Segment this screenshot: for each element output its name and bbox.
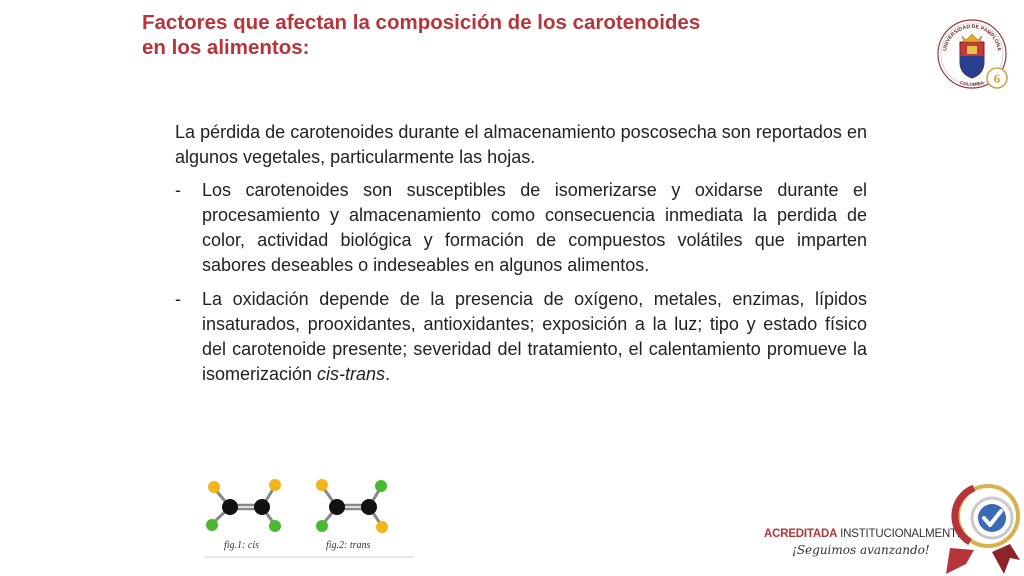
accreditation-rest: INSTITUCIONALMENTE [837,528,965,540]
anniversary-number: 6 [993,71,1001,86]
crest-bottom-text: COLOMBIA [959,79,985,87]
bullet-item-2 [175,287,867,387]
accreditation-label [764,528,965,540]
accreditation-badge-icon [944,478,1022,574]
trans-molecule [316,479,388,533]
slide-title [142,10,782,60]
bullet-text-2: La oxidación depende de la presencia de oxígeno, metales, enzimas, lípidos insaturados, prooxidantes, antioxidantes; exposición a la luz; tipo y estado físico del carotenoide presente; severidad del tratamiento, el calentamiento promueve la isomerización [202,289,867,384]
molecule-figures [204,474,414,558]
slide-body [175,120,867,396]
bullet-text-1: Los carotenoides son susceptibles de isomerizarse y oxidarse durante el procesamiento y almacenamiento como consecuencia inmediata la perdida de color, actividad biológica y formación de compuestos volátiles que imparten sabores deseables o indeseables en algunos alimentos. [202,180,867,275]
fig1-caption: fig.1: cis [224,540,259,551]
svg-text:COLOMBIA [960,80,986,87]
slide-title-line-1: Factores que afectan la composición de los carotenoides [142,11,701,34]
accreditation-bold: ACREDITADA [764,528,838,540]
slide-title-line-2: en los alimentos: [142,36,310,59]
fig2-caption: fig.2: trans [326,540,371,551]
bullet-marker: - [175,289,181,309]
bullet-text-2-end: . [385,364,391,384]
cis-molecule [206,479,281,532]
intro-paragraph: La pérdida de carotenoides durante el almacenamiento poscosecha son reportados en algunos vegetales, particularmente las hojas. [175,122,867,167]
university-crest-logo [934,12,1016,98]
slogan-text: ¡Seguimos avanzando! [792,543,930,557]
cis-trans-term: cis-trans [317,364,386,384]
crest-top-text: UNIVERSIDAD DE PAMPLONA [942,23,1002,52]
bullet-item-1 [175,178,867,278]
bullet-marker: - [175,180,181,200]
accreditation-banner [764,528,965,557]
